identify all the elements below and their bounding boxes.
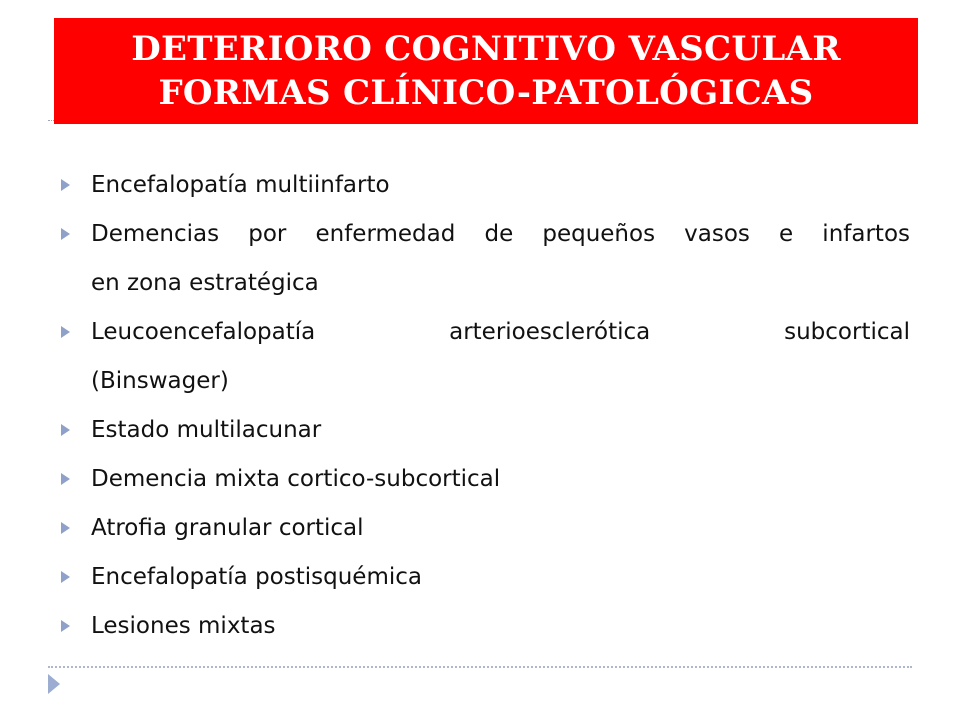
- bullet-triangle-icon: [61, 522, 70, 534]
- bullet-text-line-1: Demencias por enfermedad de pequeños vasos e infartos: [91, 221, 910, 247]
- list-item: [58, 602, 910, 651]
- bullet-text-line-1: Leucoencefalopatía arterioesclerótica subcortical: [91, 319, 910, 345]
- list-item: [58, 455, 910, 504]
- title-line-2: FORMAS CLÍNICO-PATOLÓGICAS: [158, 73, 814, 113]
- bullet-text-line-2: (Binswager): [91, 368, 229, 394]
- bullet-triangle-icon: [61, 179, 70, 191]
- bottom-divider: [48, 666, 912, 668]
- bullet-triangle-icon: [61, 228, 70, 240]
- list-item: [58, 406, 910, 455]
- bullet-text: Encefalopatía multiinfarto: [91, 172, 390, 198]
- bullet-triangle-icon: [61, 571, 70, 583]
- bullet-text: Lesiones mixtas: [91, 613, 276, 639]
- top-divider: [48, 120, 54, 121]
- bullet-triangle-icon: [61, 424, 70, 436]
- title-line-1: DETERIORO COGNITIVO VASCULAR: [131, 29, 841, 69]
- bullet-triangle-icon: [61, 620, 70, 632]
- bullet-text: Encefalopatía postisquémica: [91, 564, 422, 590]
- list-item: [58, 161, 910, 210]
- bullet-text: Estado multilacunar: [91, 417, 322, 443]
- bullet-text: Demencia mixta cortico-subcortical: [91, 466, 501, 492]
- bullet-triangle-icon: [61, 473, 70, 485]
- list-item: [58, 504, 910, 553]
- bullet-triangle-icon: [61, 326, 70, 338]
- list-item: [58, 308, 910, 406]
- bullet-text: Atrofia granular cortical: [91, 515, 364, 541]
- bullet-text-line-2: en zona estratégica: [91, 270, 319, 296]
- list-item: [58, 210, 910, 308]
- bullet-list: [58, 161, 910, 651]
- list-item: [58, 553, 910, 602]
- corner-triangle-icon: [48, 674, 60, 694]
- title-banner: [54, 18, 918, 124]
